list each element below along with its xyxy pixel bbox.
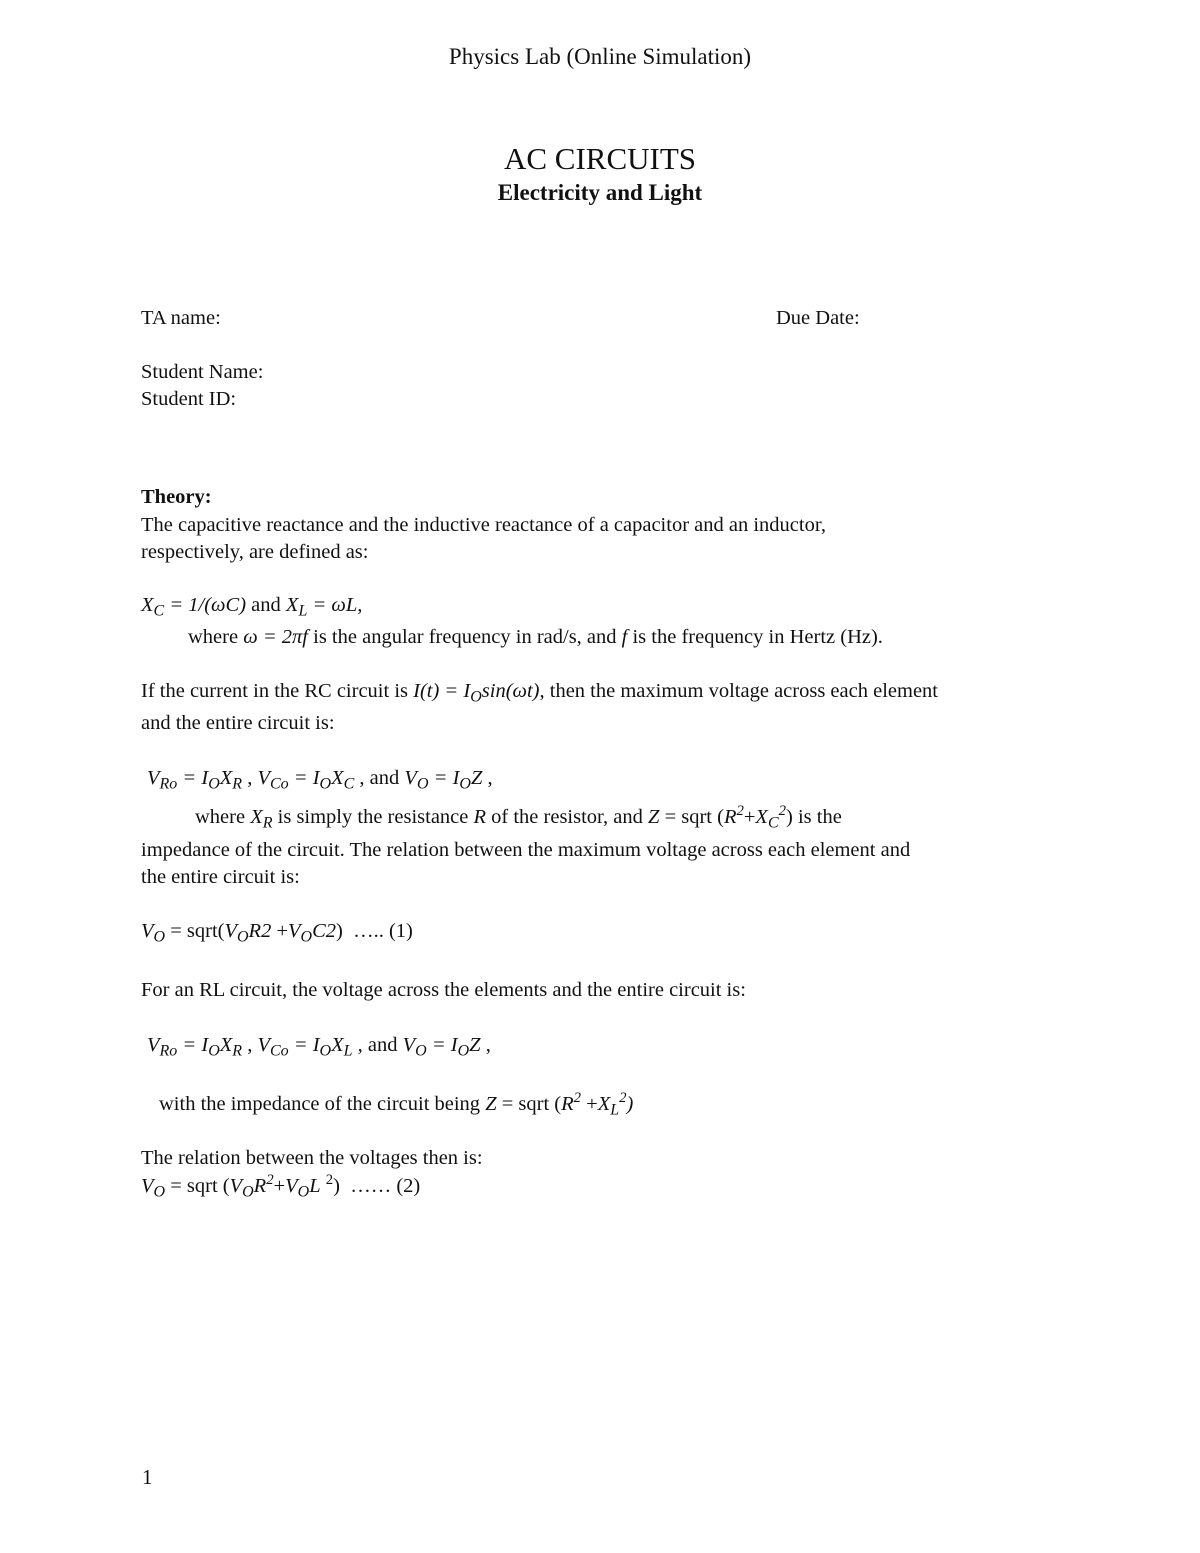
page-number: 1 [142,1465,153,1489]
student-name-label: Student Name: [141,361,264,383]
page-header: Physics Lab (Online Simulation) [448,44,752,69]
rc-note-line-3: the entire circuit is: [141,866,300,888]
due-date-label: Due Date: [776,307,860,329]
theory-intro-line-2: respectively, are defined as: [141,541,369,563]
equation-rc-voltages: $V_{Ro} = I_OX_R$ , $V_{Co} = I_OX_C$ , and $V_O = I_OZ$ , [147,767,493,793]
equation-1: $V_O$ = $sqrt(V_OR2 +V_OC2)$ ….. (1) [141,920,413,946]
rc-note-line-2: impedance of the circuit. The relation between the maximum voltage across each element and [141,839,911,861]
student-id-label: Student ID: [141,388,237,410]
document-subtitle: Electricity and Light [497,180,703,205]
theory-heading: Theory: [141,486,212,508]
equation-reactance-note: where ω = 2πf is the angular frequency in rad/s, and f is the frequency in Hertz (Hz). [188,626,883,648]
equation-2: $V_O$ = sqrt ($V_OR^2+V_OL$ $^2$) …… (2) [141,1171,421,1201]
rl-impedance: with the impedance of the circuit being Z = sqrt $(R^2 +X_L^2)$ [159,1089,634,1119]
theory-intro-line-1: The capacitive reactance and the inductive reactance of a capacitor and an inductor, [141,514,826,536]
rc-note-line-1: where $X_R$ is simply the resistance R of the resistor, and Z = sqrt $(R^2+X_C^2)$ is the [195,802,842,832]
rl-intro: For an RL circuit, the voltage across the elements and the entire circuit is: [141,979,746,1001]
rc-intro-line-2: and the entire circuit is: [141,712,335,734]
document-title: AC CIRCUITS [503,141,697,176]
equation-rl-voltages: $V_{Ro} = I_OX_R$ , $V_{Co} = I_OX_L$ , and $V_O = I_OZ$ , [147,1034,491,1060]
ta-name-label: TA name: [141,307,221,329]
relation-intro: The relation between the voltages then is: [141,1147,483,1169]
equation-reactance: $X_C = 1/(\omega C)$ and $X_L = \omega L$, [141,594,363,620]
rc-intro-line-1: If the current in the RC circuit is $I(t) = I_O\sin(\omega t)$, then the maximum voltage across each element [141,680,938,706]
